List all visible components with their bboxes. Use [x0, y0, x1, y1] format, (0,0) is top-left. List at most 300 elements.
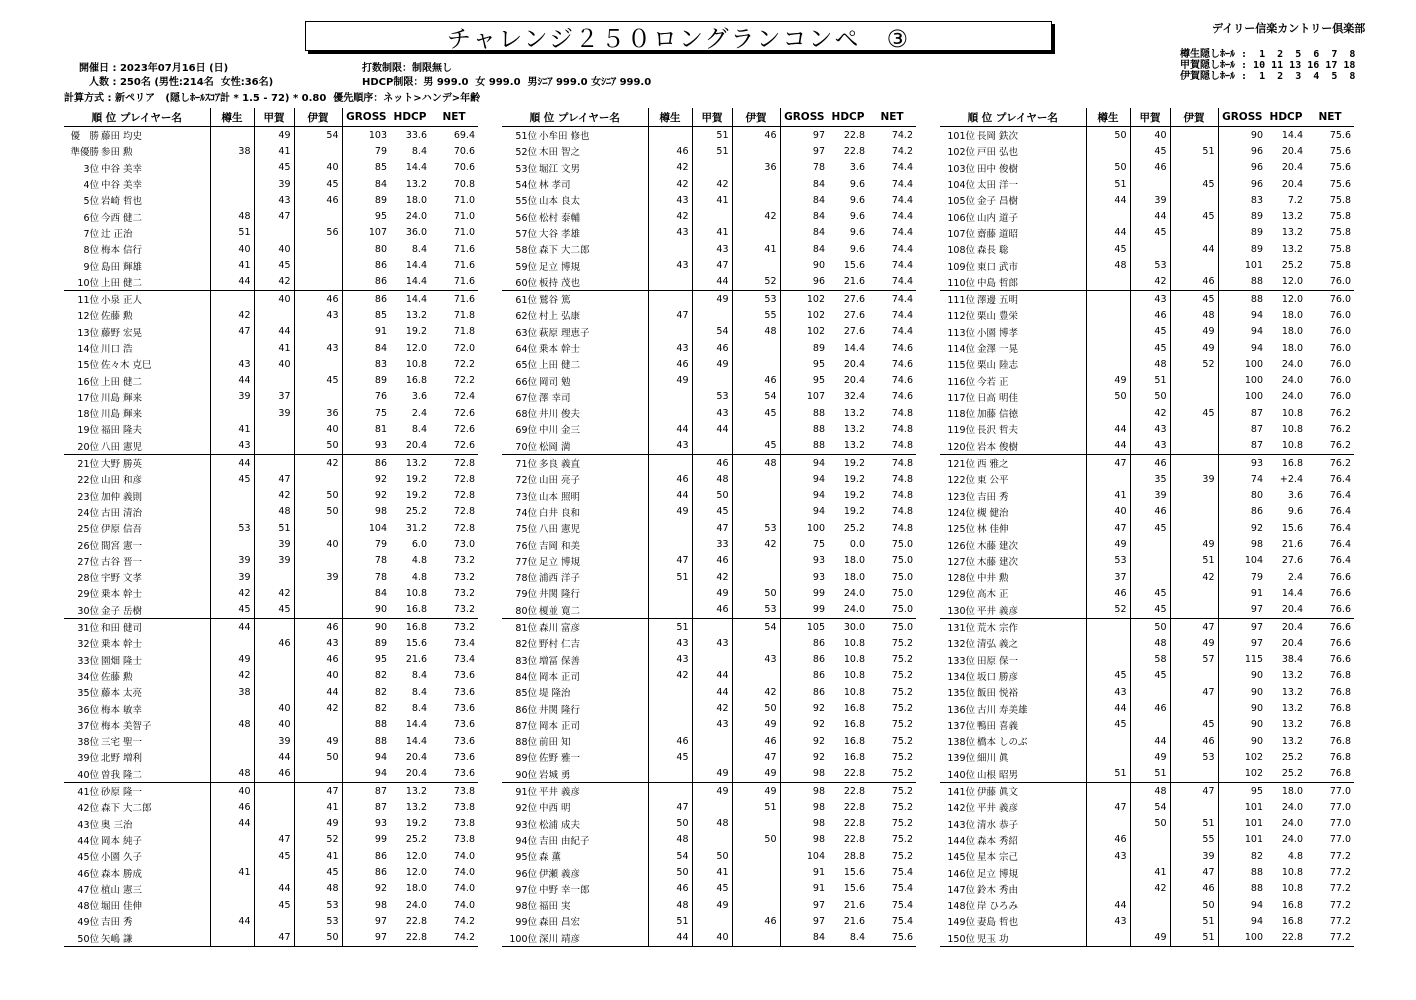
gross-score: 78: [342, 569, 390, 585]
player-name: 佐々木 克巳: [101, 360, 152, 372]
player-cell: [64, 553, 210, 569]
net-score: 74.2: [891, 129, 913, 141]
koga-score: 33: [692, 536, 732, 552]
rank: 21位: [77, 459, 99, 471]
iga-score: 46: [732, 733, 780, 749]
hdcp-value: 22.8: [390, 930, 430, 947]
rank: 77位: [515, 556, 537, 568]
player-name: 萩原 理恵子: [539, 327, 590, 339]
iga-score: [1170, 602, 1218, 619]
iga-score: 46: [732, 913, 780, 929]
rank: 100位: [509, 933, 537, 945]
player-cell: [64, 766, 210, 783]
net-score: 77.2: [1329, 883, 1351, 895]
net-score: 74.8: [891, 423, 913, 435]
player-cell: [940, 438, 1086, 455]
player-name: 長岡 鉄次: [977, 131, 1019, 143]
player-cell: [502, 668, 648, 684]
tarunama-score: [1086, 208, 1130, 224]
rank: 16位: [77, 376, 99, 388]
iga-score: [732, 192, 780, 208]
iga-score: [1170, 192, 1218, 208]
hdcp-value: 10.8: [843, 654, 865, 666]
koga-score: 45: [254, 160, 294, 176]
gross-score: 88: [1218, 864, 1266, 880]
tarunama-score: [1086, 733, 1130, 749]
results-table-1: [64, 108, 478, 947]
net-score: 73.8: [430, 782, 478, 799]
net-score: 73.8: [453, 834, 475, 846]
player-name: 齋藤 道昭: [977, 228, 1019, 240]
gross-score: 93: [780, 569, 828, 585]
tarunama-score: 51: [1086, 766, 1130, 783]
column-header: 伊賀: [732, 108, 780, 127]
player-name: 榎並 寛二: [539, 605, 581, 617]
hdcp-value: 13.2: [843, 407, 865, 419]
player-name: 佐野 雅一: [539, 753, 581, 765]
rank: 84位: [515, 671, 537, 683]
tarunama-score: 42: [648, 208, 692, 224]
table-row: [502, 766, 916, 783]
player-cell: [64, 274, 210, 291]
gross-score: 84: [780, 208, 828, 224]
net-score: 77.2: [1306, 930, 1354, 947]
gross-score: 98: [780, 815, 828, 831]
player-cell: [502, 832, 648, 848]
tarunama-score: 47: [1086, 454, 1130, 471]
player-cell: [64, 421, 210, 437]
gross-score: 84: [342, 176, 390, 192]
tarunama-score: [1086, 815, 1130, 831]
gross-score: 94: [1218, 307, 1266, 323]
koga-score: [1130, 913, 1170, 929]
koga-score: 37: [254, 389, 294, 405]
table-row: [502, 913, 916, 929]
hdcp-value: 21.6: [843, 276, 865, 288]
player-cell: [502, 733, 648, 749]
gross-score: 95: [342, 652, 390, 668]
player-cell: [502, 176, 648, 192]
gross-score: 94: [342, 766, 390, 783]
hdcp-value: 20.4: [843, 358, 865, 370]
hdcp-value: 20.4: [1281, 145, 1303, 157]
tarunama-score: 47: [648, 553, 692, 569]
iga-score: 51: [1170, 815, 1218, 831]
table-row: [940, 225, 1354, 241]
gross-score: 101: [1218, 832, 1266, 848]
rank: 準優勝: [70, 147, 99, 159]
iga-score: [732, 143, 780, 159]
player-name: 足立 博規: [539, 261, 581, 273]
net-score: 74.8: [891, 522, 913, 534]
rank: 37位: [77, 720, 99, 732]
net-score: 76.2: [1306, 454, 1354, 471]
gross-score: 115: [1218, 652, 1266, 668]
hdcp-value: 0.0: [849, 539, 865, 551]
iga-score: 49: [1170, 536, 1218, 552]
player-cell: [940, 848, 1086, 864]
gross-score: 97: [342, 930, 390, 947]
table-row: [502, 176, 916, 192]
iga-score: 55: [732, 307, 780, 323]
hdcp-value: 19.2: [405, 473, 427, 485]
tarunama-score: 52: [1086, 602, 1130, 619]
tarunama-score: 44: [210, 274, 254, 291]
net-score: 75.4: [891, 883, 913, 895]
hdcp-value: 10.8: [1281, 440, 1303, 452]
hdcp-value: 16.8: [1266, 454, 1306, 471]
iga-score: 45: [1170, 290, 1218, 307]
table-row: [64, 372, 478, 388]
hdcp-value: 2.4: [411, 407, 427, 419]
hdcp-value: 15.6: [843, 260, 865, 272]
player-cell: [940, 307, 1086, 323]
player-name: 林 佳伸: [977, 524, 1009, 536]
table-row: [502, 127, 916, 144]
tarunama-score: [1086, 356, 1130, 372]
iga-score: [1170, 488, 1218, 504]
hdcp-value: 13.2: [1281, 670, 1303, 682]
tarunama-score: 44: [648, 421, 692, 437]
table-row: [64, 930, 478, 947]
player-cell: [64, 356, 210, 372]
tarunama-score: [1086, 340, 1130, 356]
player-name: 平井 義彦: [977, 803, 1019, 815]
tarunama-score: 46: [648, 733, 692, 749]
player-name: 坂口 勝彦: [977, 671, 1019, 683]
player-name: 加藤 信徳: [977, 409, 1019, 421]
hdcp-value: 13.2: [1281, 719, 1303, 731]
table-row: [64, 585, 478, 601]
gross-score: 102: [780, 290, 828, 307]
net-score: 75.6: [1329, 145, 1351, 157]
player-cell: [502, 208, 648, 224]
player-name: 岡本 正司: [539, 720, 581, 732]
koga-score: 46: [1130, 160, 1170, 176]
rank: 76位: [515, 540, 537, 552]
tarunama-score: 43: [648, 257, 692, 273]
hdcp-value: 14.4: [405, 260, 427, 272]
hdcp-value: 12.0: [1281, 276, 1303, 288]
koga-score: 42: [254, 585, 294, 601]
koga-score: 44: [254, 749, 294, 765]
table-row: [502, 536, 916, 552]
koga-score: [254, 454, 294, 471]
tarunama-score: 46: [1086, 832, 1130, 848]
koga-score: 46: [1130, 454, 1170, 471]
iga-score: 50: [732, 832, 780, 848]
table-row: [64, 815, 478, 831]
player-cell: [502, 405, 648, 421]
koga-score: 43: [254, 192, 294, 208]
iga-score: 47: [1170, 618, 1218, 635]
net-score: 75.4: [891, 915, 913, 927]
iga-score: 53: [732, 290, 780, 307]
tarunama-score: 43: [210, 356, 254, 372]
iga-score: 48: [732, 324, 780, 340]
player-cell: [502, 602, 648, 619]
gross-score: 104: [1218, 553, 1266, 569]
tarunama-score: 48: [210, 208, 254, 224]
iga-score: 52: [732, 274, 780, 291]
gross-score: 84: [342, 340, 390, 356]
hdcp-value: 20.4: [405, 440, 427, 452]
net-score: 76.6: [1329, 654, 1351, 666]
koga-score: 47: [254, 208, 294, 224]
rank: 8位: [83, 245, 99, 257]
table-row: [940, 356, 1354, 372]
hdcp-value: 13.2: [843, 423, 865, 435]
net-score: 73.6: [453, 670, 475, 682]
koga-score: [1130, 848, 1170, 864]
table-row: [502, 733, 916, 749]
gross-score: 86: [342, 290, 390, 307]
player-cell: [940, 832, 1086, 848]
tarunama-score: [1086, 930, 1130, 947]
iga-score: 53: [732, 520, 780, 536]
gross-score: 107: [780, 389, 828, 405]
net-score: 74.0: [453, 899, 475, 911]
rank: 113位: [947, 327, 975, 339]
iga-score: [1170, 700, 1218, 716]
iga-score: 49: [1170, 340, 1218, 356]
hdcp-value: 9.6: [849, 211, 865, 223]
net-score: 76.6: [1306, 618, 1354, 635]
player-cell: [940, 241, 1086, 257]
iga-score: 39: [1170, 848, 1218, 864]
table-row: [940, 569, 1354, 585]
player-cell: [940, 799, 1086, 815]
tarunama-score: [648, 454, 692, 471]
tarunama-score: 48: [648, 897, 692, 913]
player-name: 乗本 幹士: [539, 344, 581, 355]
table-row: [940, 799, 1354, 815]
gross-score: 78: [780, 160, 828, 176]
iga-score: [1170, 799, 1218, 815]
hdcp-value: +2.4: [1279, 473, 1303, 485]
net-score: 77.2: [1329, 850, 1351, 862]
player-cell: [64, 290, 210, 307]
table-row: [502, 257, 916, 273]
rank: 40位: [77, 769, 99, 781]
player-cell: [64, 635, 210, 651]
hdcp-value: 18.0: [1281, 326, 1303, 338]
hdcp-value: 18.0: [1281, 342, 1303, 354]
player-cell: [940, 913, 1086, 929]
iga-score: [294, 143, 342, 159]
gross-score: 98: [780, 799, 828, 815]
gross-score: 88: [780, 438, 828, 455]
player-name: 戸田 弘也: [977, 147, 1019, 159]
koga-score: 43: [692, 717, 732, 733]
table-row: [64, 569, 478, 585]
player-cell: [940, 668, 1086, 684]
tarunama-score: 46: [648, 471, 692, 487]
hdcp-value: 22.8: [843, 145, 865, 157]
koga-score: 51: [254, 520, 294, 536]
koga-score: 49: [254, 127, 294, 144]
player-cell: [502, 389, 648, 405]
koga-score: 43: [1130, 290, 1170, 307]
table-row: [940, 618, 1354, 635]
net-score: 76.8: [1329, 686, 1351, 698]
gross-score: 92: [780, 733, 828, 749]
tarunama-score: 43: [648, 635, 692, 651]
gross-score: 95: [780, 372, 828, 388]
tarunama-score: 46: [648, 143, 692, 159]
net-score: 76.6: [1329, 637, 1351, 649]
koga-score: [692, 618, 732, 635]
player-name: 福田 隆夫: [101, 425, 143, 437]
net-score: 76.8: [1329, 703, 1351, 715]
gross-score: 97: [780, 913, 828, 929]
koga-score: 45: [254, 848, 294, 864]
iga-score: 47: [1170, 782, 1218, 799]
player-name: 槻 健治: [977, 507, 1009, 519]
gross-score: 94: [780, 454, 828, 471]
rank: 98位: [515, 901, 537, 913]
gross-score: 84: [342, 585, 390, 601]
player-name: 八田 憲児: [101, 441, 143, 453]
player-name: 三宅 聖一: [101, 737, 143, 749]
player-cell: [940, 897, 1086, 913]
hdcp-value: 25.2: [405, 506, 427, 518]
tarunama-score: 43: [648, 652, 692, 668]
hdcp-value: 22.8: [843, 834, 865, 846]
gross-score: 90: [1218, 668, 1266, 684]
net-score: 75.6: [1329, 162, 1351, 174]
player-cell: [64, 602, 210, 619]
hdcp-value: 8.4: [411, 243, 427, 255]
player-name: 藤本 太亮: [101, 688, 143, 700]
stroke-limit: 打数制限：制限無し: [362, 63, 452, 74]
iga-score: 56: [294, 225, 342, 241]
player-name: 中川 金三: [539, 425, 581, 437]
player-cell: [502, 307, 648, 323]
tarunama-score: [210, 848, 254, 864]
hdcp-value: 9.6: [849, 178, 865, 190]
table-row: [940, 127, 1354, 144]
koga-score: 47: [254, 930, 294, 947]
player-cell: [940, 569, 1086, 585]
gross-score: 97: [780, 143, 828, 159]
iga-score: 47: [1170, 864, 1218, 880]
rank: 20位: [77, 441, 99, 453]
player-name: 吉田 秀: [101, 917, 133, 929]
rank: 12位: [77, 311, 99, 323]
rank: 91位: [515, 787, 537, 799]
iga-score: 43: [294, 635, 342, 651]
player-cell: [64, 618, 210, 635]
net-score: 75.6: [1329, 129, 1351, 141]
rank: 57位: [515, 228, 537, 240]
column-header: NET: [868, 108, 916, 127]
gross-score: 80: [1218, 488, 1266, 504]
gross-score: 97: [780, 127, 828, 144]
hdcp-value: 32.4: [843, 391, 865, 403]
table-row: [940, 684, 1354, 700]
iga-score: 44: [1170, 241, 1218, 257]
gross-score: 83: [342, 356, 390, 372]
table-row: [64, 864, 478, 880]
rank: 31位: [77, 623, 99, 635]
iga-score: 46: [294, 192, 342, 208]
player-cell: [64, 143, 210, 159]
rank: 35位: [77, 688, 99, 700]
koga-score: 49: [1130, 749, 1170, 765]
player-cell: [940, 652, 1086, 668]
player-name: 浦西 洋子: [539, 573, 581, 585]
table-row: [64, 160, 478, 176]
hdcp-value: 19.2: [405, 490, 427, 502]
player-name: 森下 大二郎: [101, 803, 152, 815]
table-row: [502, 160, 916, 176]
rank: 38位: [77, 737, 99, 749]
iga-score: 53: [294, 913, 342, 929]
hdcp-value: 13.2: [1281, 211, 1303, 223]
rank: 51位: [515, 131, 537, 143]
rank: 129位: [947, 589, 975, 601]
rank: 30位: [77, 605, 99, 617]
gross-score: 84: [780, 930, 828, 947]
hdcp-value: 8.4: [411, 703, 427, 715]
table-row: [502, 438, 916, 455]
player-cell: [502, 160, 648, 176]
net-score: 77.2: [1329, 915, 1351, 927]
koga-score: 48: [692, 471, 732, 487]
table-row: [940, 930, 1354, 947]
table-row: [64, 848, 478, 864]
net-score: 76.2: [1329, 440, 1351, 452]
player-name: 中島 哲郎: [977, 277, 1019, 289]
rank: 131位: [947, 623, 975, 635]
koga-score: 39: [254, 176, 294, 192]
player-name: 野村 仁吉: [539, 639, 581, 651]
tarunama-score: [648, 700, 692, 716]
rank: 140位: [947, 769, 975, 781]
net-score: 75.8: [1329, 211, 1351, 223]
iga-score: [732, 897, 780, 913]
gross-score: 97: [780, 897, 828, 913]
net-score: 71.0: [453, 211, 475, 223]
net-score: 75.2: [891, 768, 913, 780]
koga-score: 51: [1130, 766, 1170, 783]
iga-score: 54: [732, 618, 780, 635]
koga-score: [692, 208, 732, 224]
koga-score: [692, 160, 732, 176]
player-name: 栗山 陸志: [977, 360, 1019, 372]
player-cell: [940, 290, 1086, 307]
koga-score: 42: [1130, 405, 1170, 421]
table-row: [64, 438, 478, 455]
net-score: 76.4: [1329, 522, 1351, 534]
hdcp-value: 20.4: [405, 751, 427, 763]
iga-score: [732, 225, 780, 241]
gross-score: 75: [780, 536, 828, 552]
gross-score: 94: [780, 471, 828, 487]
hdcp-value: 21.6: [843, 915, 865, 927]
player-cell: [64, 176, 210, 192]
player-cell: [502, 536, 648, 552]
player-cell: [64, 799, 210, 815]
player-name: 東 公平: [977, 475, 1009, 487]
player-cell: [502, 127, 648, 144]
net-score: 76.6: [1329, 571, 1351, 583]
table-row: [940, 241, 1354, 257]
rank: 72位: [515, 475, 537, 487]
gross-score: 98: [1218, 536, 1266, 552]
player-cell: [64, 717, 210, 733]
